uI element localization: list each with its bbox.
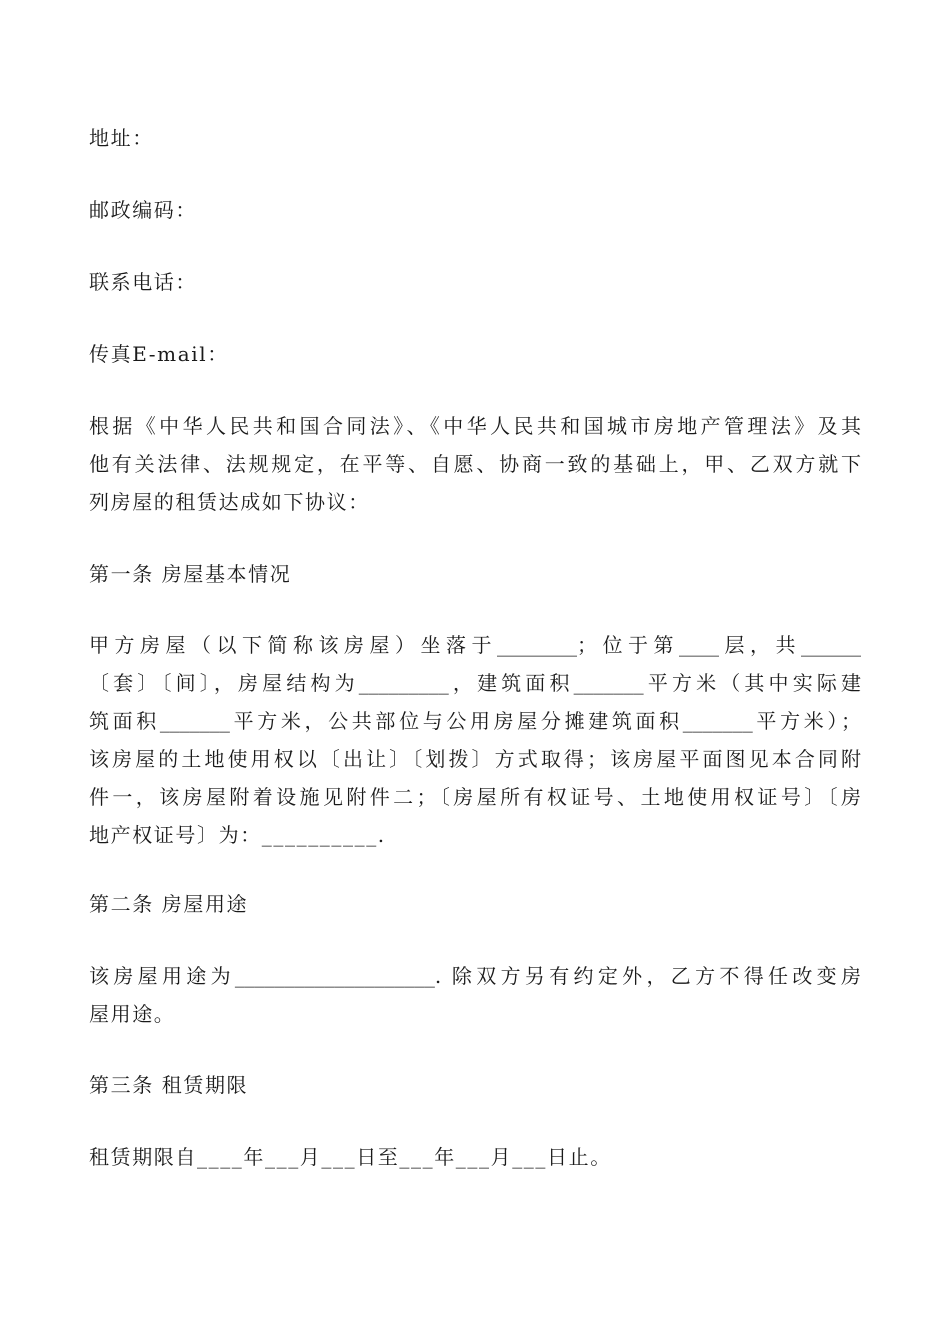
fax-email-label: 传真E-mail： [89, 342, 229, 366]
postal-code-label: 邮政编码： [89, 198, 197, 222]
article-2-line: 屋用途。 [89, 1002, 176, 1026]
article-2-line: 该房屋用途为____________________. 除双方另有约定外，乙方不得任改变房 [89, 964, 861, 988]
phone-label: 联系电话： [89, 270, 197, 294]
preamble-line: 根据《中华人民共和国合同法》、《中华人民共和国城市房地产管理法》及其 [89, 414, 861, 438]
article-1-line: 筑面积_______平方米，公共部位与公用房屋分摊建筑面积_______平方米）； [89, 709, 861, 733]
article-1-line: 地产权证号〕为：__________. [89, 823, 386, 847]
article-3-line: 租赁期限自____年___月___日至___年___月___日止。 [89, 1145, 612, 1169]
article-1-line: 该房屋的土地使用权以〔出让〕〔划拨〕方式取得；该房屋平面图见本合同附 [89, 747, 861, 771]
article-1-heading: 第一条 房屋基本情况 [89, 562, 292, 586]
article-3-heading: 第三条 租赁期限 [89, 1073, 249, 1097]
article-2-heading: 第二条 房屋用途 [89, 892, 249, 916]
address-label: 地址： [89, 126, 154, 150]
preamble-line: 他有关法律、法规规定，在平等、自愿、协商一致的基础上，甲、乙双方就下 [89, 452, 861, 476]
article-1-line: 件一，该房屋附着设施见附件二；〔房屋所有权证号、土地使用权证号〕〔房 [89, 785, 861, 809]
article-1-line: 甲方房屋（以下简称该房屋）坐落于________；位于第____层，共______ [89, 633, 861, 657]
preamble-line: 列房屋的租赁达成如下协议： [89, 490, 370, 514]
article-1-line: 〔套〕〔间〕，房屋结构为_________，建筑面积_______平方米（其中实际建 [89, 671, 861, 695]
